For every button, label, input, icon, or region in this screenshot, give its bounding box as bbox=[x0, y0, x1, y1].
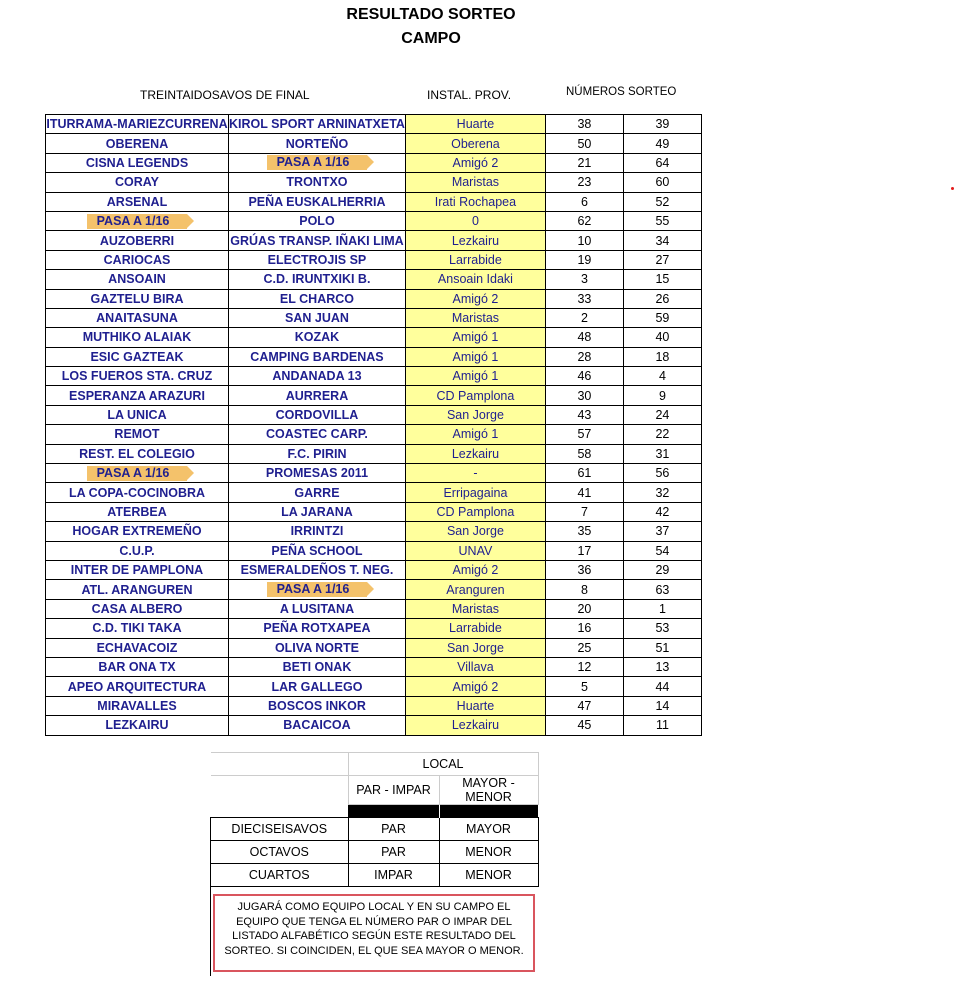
draw-number-a: 61 bbox=[545, 464, 623, 483]
venue: Amigó 2 bbox=[405, 153, 545, 172]
team-b: PEÑA EUSKALHERRIA bbox=[229, 192, 406, 211]
draw-number-b: 56 bbox=[623, 464, 701, 483]
page-title: RESULTADO SORTEO bbox=[346, 6, 516, 23]
team-b: F.C. PIRIN bbox=[229, 444, 406, 463]
draw-number-b: 44 bbox=[623, 677, 701, 696]
rule-round: CUARTOS bbox=[211, 864, 349, 887]
match-row bbox=[46, 522, 702, 541]
venue: Amigó 2 bbox=[405, 289, 545, 308]
rules-note: JUGARÁ COMO EQUIPO LOCAL Y EN SU CAMPO EL EQUIPO QUE TENGA EL NÚMERO PAR O IMPAR DEL LISTADO ALFABÉTICO SEGÚN ESTE RESULTADO DEL SORTEO. SI COINCIDEN, EL QUE SEA MAYOR O MENOR. bbox=[213, 894, 535, 972]
match-row bbox=[46, 231, 702, 250]
team-a: GAZTELU BIRA bbox=[46, 289, 229, 308]
team-b: OLIVA NORTE bbox=[229, 638, 406, 657]
match-row bbox=[46, 560, 702, 579]
venue: UNAV bbox=[405, 541, 545, 560]
team-a: ATL. ARANGUREN bbox=[46, 580, 229, 599]
draw-number-b: 24 bbox=[623, 405, 701, 424]
team-a-cell bbox=[46, 211, 229, 230]
numbers-header: NÚMEROS SORTEO bbox=[566, 86, 677, 98]
rules-left-border bbox=[210, 894, 211, 976]
venue: Amigó 1 bbox=[405, 328, 545, 347]
venue: Larrabide bbox=[405, 250, 545, 269]
draw-number-b: 4 bbox=[623, 367, 701, 386]
match-row bbox=[46, 211, 702, 230]
venue: Amigó 2 bbox=[405, 560, 545, 579]
team-a: LA UNICA bbox=[46, 405, 229, 424]
draw-number-b: 63 bbox=[623, 580, 701, 599]
rule-parity: PAR bbox=[348, 841, 439, 864]
draw-number-a: 17 bbox=[545, 541, 623, 560]
draw-number-b: 27 bbox=[623, 250, 701, 269]
draw-number-b: 26 bbox=[623, 289, 701, 308]
team-a: CISNA LEGENDS bbox=[46, 153, 229, 172]
team-a: HOGAR EXTREMEÑO bbox=[46, 522, 229, 541]
match-row bbox=[46, 328, 702, 347]
team-b: IRRINTZI bbox=[229, 522, 406, 541]
draw-number-a: 23 bbox=[545, 173, 623, 192]
venue: CD Pamplona bbox=[405, 386, 545, 405]
team-a: INTER DE PAMPLONA bbox=[46, 560, 229, 579]
draw-number-b: 18 bbox=[623, 347, 701, 366]
rule-row bbox=[211, 841, 539, 864]
team-a: MIRAVALLES bbox=[46, 696, 229, 715]
draw-number-a: 16 bbox=[545, 619, 623, 638]
rule-row bbox=[211, 864, 539, 887]
team-a: ARSENAL bbox=[46, 192, 229, 211]
match-row bbox=[46, 657, 702, 676]
draw-number-a: 7 bbox=[545, 502, 623, 521]
draw-number-b: 64 bbox=[623, 153, 701, 172]
draw-number-a: 62 bbox=[545, 211, 623, 230]
draw-number-b: 55 bbox=[623, 211, 701, 230]
team-a: LOS FUEROS STA. CRUZ bbox=[46, 367, 229, 386]
draw-number-a: 47 bbox=[545, 696, 623, 715]
draw-number-b: 49 bbox=[623, 134, 701, 153]
match-row bbox=[46, 386, 702, 405]
team-b: COASTEC CARP. bbox=[229, 425, 406, 444]
venue: Aranguren bbox=[405, 580, 545, 599]
draw-number-a: 46 bbox=[545, 367, 623, 386]
team-a: C.D. TIKI TAKA bbox=[46, 619, 229, 638]
team-a: MUTHIKO ALAIAK bbox=[46, 328, 229, 347]
draw-number-b: 51 bbox=[623, 638, 701, 657]
draw-number-b: 54 bbox=[623, 541, 701, 560]
draw-table bbox=[45, 114, 702, 736]
match-row bbox=[46, 347, 702, 366]
rule-order: MENOR bbox=[439, 841, 538, 864]
draw-number-b: 37 bbox=[623, 522, 701, 541]
rule-parity: PAR bbox=[348, 818, 439, 841]
draw-number-a: 8 bbox=[545, 580, 623, 599]
draw-number-a: 12 bbox=[545, 657, 623, 676]
team-a: ANSOAIN bbox=[46, 270, 229, 289]
venue: Villava bbox=[405, 657, 545, 676]
draw-number-a: 48 bbox=[545, 328, 623, 347]
team-b-cell bbox=[229, 153, 406, 172]
team-b: GARRE bbox=[229, 483, 406, 502]
team-a: C.U.P. bbox=[46, 541, 229, 560]
match-row bbox=[46, 599, 702, 618]
team-b: A LUSITANA bbox=[229, 599, 406, 618]
match-row bbox=[46, 250, 702, 269]
venue: Lezkairu bbox=[405, 444, 545, 463]
team-a: ATERBEA bbox=[46, 502, 229, 521]
team-a: REST. EL COLEGIO bbox=[46, 444, 229, 463]
team-b: NORTEÑO bbox=[229, 134, 406, 153]
team-a: ANAITASUNA bbox=[46, 308, 229, 327]
draw-number-a: 6 bbox=[545, 192, 623, 211]
team-a: APEO ARQUITECTURA bbox=[46, 677, 229, 696]
draw-number-a: 28 bbox=[545, 347, 623, 366]
draw-number-b: 59 bbox=[623, 308, 701, 327]
draw-number-a: 19 bbox=[545, 250, 623, 269]
draw-number-b: 53 bbox=[623, 619, 701, 638]
venue: Amigó 1 bbox=[405, 347, 545, 366]
draw-number-a: 36 bbox=[545, 560, 623, 579]
team-b: ESMERALDEÑOS T. NEG. bbox=[229, 560, 406, 579]
team-b: BETI ONAK bbox=[229, 657, 406, 676]
rule-round: DIECISEISAVOS bbox=[211, 818, 349, 841]
draw-number-a: 58 bbox=[545, 444, 623, 463]
team-a: CORAY bbox=[46, 173, 229, 192]
match-row bbox=[46, 502, 702, 521]
pasa-badge: PASA A 1/16 bbox=[87, 214, 188, 229]
rule-parity: IMPAR bbox=[348, 864, 439, 887]
match-row bbox=[46, 619, 702, 638]
match-row bbox=[46, 367, 702, 386]
team-b: CORDOVILLA bbox=[229, 405, 406, 424]
team-a: ITURRAMA-MARIEZCURRENA bbox=[46, 115, 229, 134]
page-subtitle: CAMPO bbox=[401, 30, 461, 47]
match-row bbox=[46, 192, 702, 211]
round-header: TREINTAIDOSAVOS DE FINAL bbox=[140, 88, 310, 102]
draw-number-a: 57 bbox=[545, 425, 623, 444]
team-b: CAMPING BARDENAS bbox=[229, 347, 406, 366]
draw-number-a: 41 bbox=[545, 483, 623, 502]
draw-number-b: 39 bbox=[623, 115, 701, 134]
venue: CD Pamplona bbox=[405, 502, 545, 521]
team-a: LEZKAIRU bbox=[46, 716, 229, 735]
draw-number-b: 29 bbox=[623, 560, 701, 579]
venue: Huarte bbox=[405, 696, 545, 715]
venue: - bbox=[405, 464, 545, 483]
venue: Amigó 1 bbox=[405, 425, 545, 444]
draw-number-b: 32 bbox=[623, 483, 701, 502]
match-row bbox=[46, 541, 702, 560]
draw-number-a: 21 bbox=[545, 153, 623, 172]
venue: Larrabide bbox=[405, 619, 545, 638]
venue: Erripagaina bbox=[405, 483, 545, 502]
rule-round: OCTAVOS bbox=[211, 841, 349, 864]
match-row bbox=[46, 289, 702, 308]
draw-number-b: 11 bbox=[623, 716, 701, 735]
team-b: TRONTXO bbox=[229, 173, 406, 192]
match-row bbox=[46, 716, 702, 735]
match-row bbox=[46, 153, 702, 172]
team-b: C.D. IRUNTXIKI B. bbox=[229, 270, 406, 289]
venue: Lezkairu bbox=[405, 231, 545, 250]
venue: Maristas bbox=[405, 173, 545, 192]
draw-number-a: 30 bbox=[545, 386, 623, 405]
team-a: AUZOBERRI bbox=[46, 231, 229, 250]
venue: Irati Rochapea bbox=[405, 192, 545, 211]
draw-number-a: 20 bbox=[545, 599, 623, 618]
match-row bbox=[46, 677, 702, 696]
team-b: PEÑA ROTXAPEA bbox=[229, 619, 406, 638]
venue: Maristas bbox=[405, 599, 545, 618]
venue: Amigó 2 bbox=[405, 677, 545, 696]
match-row bbox=[46, 308, 702, 327]
match-row bbox=[46, 173, 702, 192]
draw-number-b: 1 bbox=[623, 599, 701, 618]
venue: Amigó 1 bbox=[405, 367, 545, 386]
team-a: OBERENA bbox=[46, 134, 229, 153]
match-row bbox=[46, 134, 702, 153]
team-a: ESIC GAZTEAK bbox=[46, 347, 229, 366]
match-row bbox=[46, 696, 702, 715]
match-row bbox=[46, 638, 702, 657]
team-b: AURRERA bbox=[229, 386, 406, 405]
draw-number-b: 14 bbox=[623, 696, 701, 715]
venue: Oberena bbox=[405, 134, 545, 153]
team-b: EL CHARCO bbox=[229, 289, 406, 308]
match-row bbox=[46, 483, 702, 502]
team-a: CARIOCAS bbox=[46, 250, 229, 269]
team-a-cell bbox=[46, 464, 229, 483]
pasa-badge: PASA A 1/16 bbox=[87, 466, 188, 481]
team-b: BACAICOA bbox=[229, 716, 406, 735]
rule-order: MENOR bbox=[439, 864, 538, 887]
venue: 0 bbox=[405, 211, 545, 230]
draw-number-a: 3 bbox=[545, 270, 623, 289]
draw-number-a: 43 bbox=[545, 405, 623, 424]
draw-number-b: 60 bbox=[623, 173, 701, 192]
rule-row bbox=[211, 818, 539, 841]
draw-number-b: 13 bbox=[623, 657, 701, 676]
match-row bbox=[46, 115, 702, 134]
draw-number-a: 33 bbox=[545, 289, 623, 308]
team-a: CASA ALBERO bbox=[46, 599, 229, 618]
team-b: BOSCOS INKOR bbox=[229, 696, 406, 715]
team-b: ELECTROJIS SP bbox=[229, 250, 406, 269]
team-b: PEÑA SCHOOL bbox=[229, 541, 406, 560]
draw-number-b: 42 bbox=[623, 502, 701, 521]
team-b: ANDANADA 13 bbox=[229, 367, 406, 386]
team-a: REMOT bbox=[46, 425, 229, 444]
match-row bbox=[46, 444, 702, 463]
team-a: ECHAVACOIZ bbox=[46, 638, 229, 657]
draw-number-b: 52 bbox=[623, 192, 701, 211]
team-a: LA COPA-COCINOBRA bbox=[46, 483, 229, 502]
match-row bbox=[46, 425, 702, 444]
venue: Lezkairu bbox=[405, 716, 545, 735]
venue-header: INSTAL. PROV. bbox=[427, 88, 512, 102]
draw-number-a: 2 bbox=[545, 308, 623, 327]
draw-number-a: 50 bbox=[545, 134, 623, 153]
venue: Huarte bbox=[405, 115, 545, 134]
team-b: KOZAK bbox=[229, 328, 406, 347]
team-b: SAN JUAN bbox=[229, 308, 406, 327]
venue: Maristas bbox=[405, 308, 545, 327]
team-b: KIROL SPORT ARNINATXETA bbox=[229, 115, 406, 134]
venue: San Jorge bbox=[405, 522, 545, 541]
team-a: BAR ONA TX bbox=[46, 657, 229, 676]
pasa-badge: PASA A 1/16 bbox=[267, 582, 368, 597]
team-b: LAR GALLEGO bbox=[229, 677, 406, 696]
team-b: LA JARANA bbox=[229, 502, 406, 521]
parity-header: PAR - IMPAR bbox=[348, 776, 439, 805]
team-b: PROMESAS 2011 bbox=[229, 464, 406, 483]
draw-number-a: 10 bbox=[545, 231, 623, 250]
rules-table bbox=[210, 752, 539, 909]
team-b: GRÚAS TRANSP. IÑAKI LIMA bbox=[229, 231, 406, 250]
venue: San Jorge bbox=[405, 638, 545, 657]
match-row bbox=[46, 580, 702, 599]
draw-number-a: 5 bbox=[545, 677, 623, 696]
team-b: POLO bbox=[229, 211, 406, 230]
draw-number-b: 9 bbox=[623, 386, 701, 405]
draw-number-a: 25 bbox=[545, 638, 623, 657]
match-row bbox=[46, 270, 702, 289]
order-header: MAYOR - MENOR bbox=[439, 776, 538, 805]
match-row bbox=[46, 464, 702, 483]
draw-number-b: 34 bbox=[623, 231, 701, 250]
venue: Ansoain Idaki bbox=[405, 270, 545, 289]
team-b-cell bbox=[229, 580, 406, 599]
draw-number-b: 40 bbox=[623, 328, 701, 347]
draw-number-b: 22 bbox=[623, 425, 701, 444]
draw-number-a: 38 bbox=[545, 115, 623, 134]
rule-order: MAYOR bbox=[439, 818, 538, 841]
local-header: LOCAL bbox=[348, 753, 538, 776]
red-dot bbox=[951, 187, 954, 190]
draw-number-a: 35 bbox=[545, 522, 623, 541]
draw-number-a: 45 bbox=[545, 716, 623, 735]
team-a: ESPERANZA ARAZURI bbox=[46, 386, 229, 405]
draw-number-b: 31 bbox=[623, 444, 701, 463]
draw-number-b: 15 bbox=[623, 270, 701, 289]
pasa-badge: PASA A 1/16 bbox=[267, 155, 368, 170]
venue: San Jorge bbox=[405, 405, 545, 424]
match-row bbox=[46, 405, 702, 424]
